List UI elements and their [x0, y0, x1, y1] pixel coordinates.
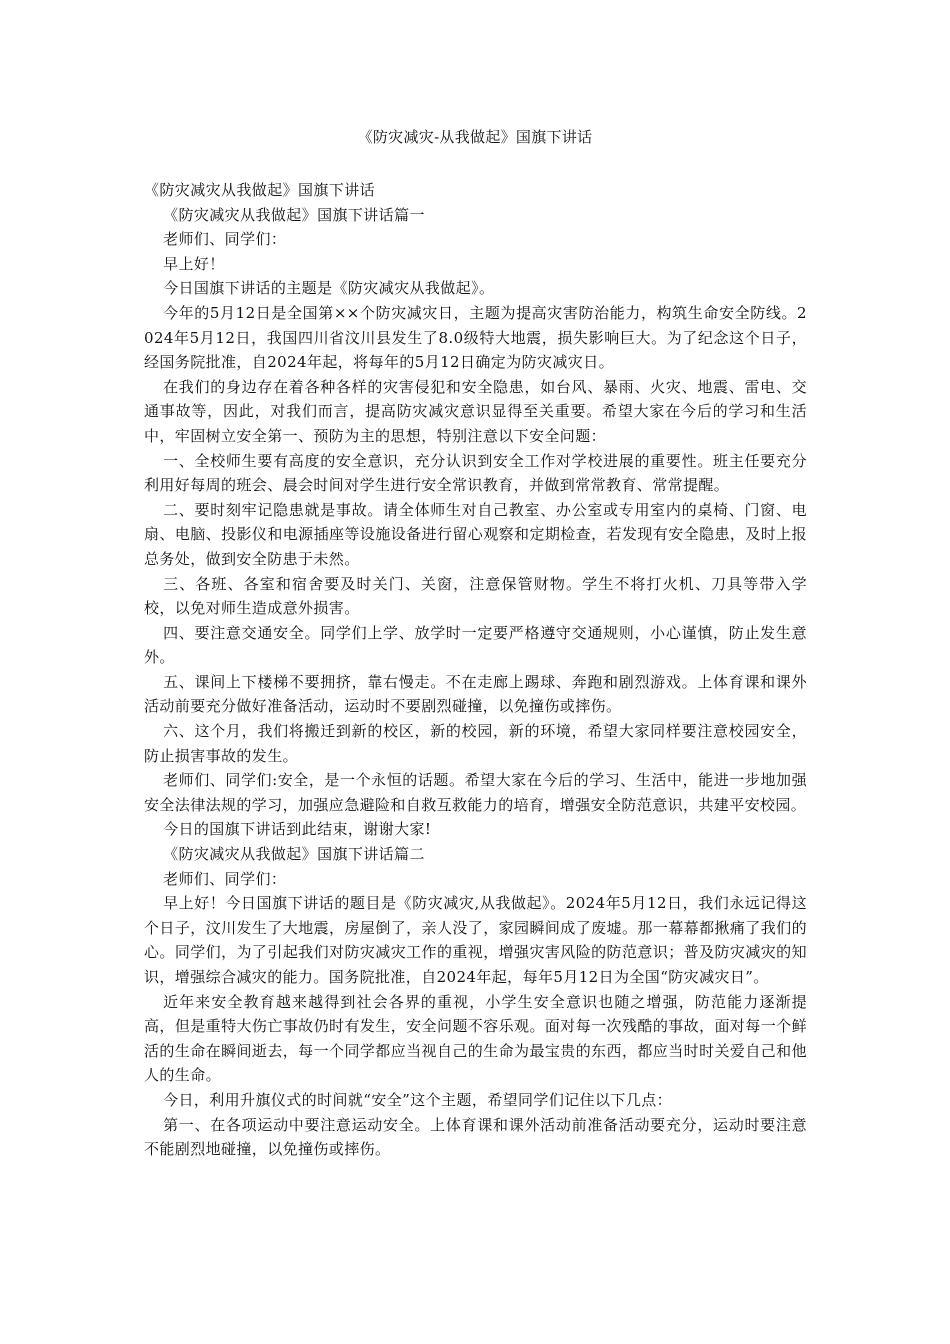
paragraph-intro-2: 早上好！今日国旗下讲话的题目是《防灾减灾,从我做起》。2024年5月12日，我们永远记得这个日子，汶川发生了大地震，房屋倒了，亲人没了，家园瞬间成了废墟。那一幕幕都揪痛了我们的心。同学们，为了引起我们对防灾减灾工作的重视，增强灾害风险的防范意识；普及防灾减灾的知识，增强综合减灾的能力。国务院批准，自2024年起，每年5月12日为全国“防灾减灾日”。 [144, 894, 807, 986]
paragraph-points-intro: 今日，利用升旗仪式的时间就“安全”这个主题，希望同学们记住以下几点： [163, 1090, 673, 1109]
paragraph-theme: 今日国旗下讲话的主题是《防灾减灾从我做起》。 [163, 279, 495, 298]
paragraph-point-5: 五、课间上下楼梯不要拥挤，靠右慢走。不在走廊上踢球、奔跑和剧烈游戏。上体育课和课外活动前要充分做好准备活动，运动时不要剧烈碰撞，以免撞伤或摔伤。 [144, 672, 807, 716]
paragraph-section-title-2: 《防灾减灾从我做起》国旗下讲话篇二 [163, 845, 425, 864]
paragraph-point-2: 二、要时刻牢记隐患就是事故。请全体师生对自己教室、办公室或专用室内的桌椅、门窗、电扇、电脑、投影仪和电源插座等设施设备进行留心观察和定期检查，若发现有安全隐患，及时上报总务处，做到安全防患于未然。 [144, 500, 807, 568]
paragraph-safety-education: 近年来安全教育越来越得到社会各界的重视，小学生安全意识也随之增强，防范能力逐渐提高，但是重特大伤亡事故仍时有发生，安全问题不容乐观。面对每一次残酷的事故，面对每一个鲜活的生命在瞬间逝去，每一个同学都应当视自己的生命为最宝贵的东西，都应当时时关爱自己和他人的生命。 [144, 992, 807, 1085]
paragraph-greeting: 老师们、同学们： [163, 230, 287, 249]
paragraph-heading: 《防灾减灾从我做起》国旗下讲话 [144, 181, 376, 199]
paragraph-thanks: 今日的国旗下讲话到此结束，谢谢大家! [163, 820, 432, 839]
paragraph-point-4: 四、要注意交通安全。同学们上学、放学时一定要严格遵守交通规则，小心谨慎，防止发生意外。 [144, 623, 807, 667]
paragraph-hazards: 在我们的身边存在着各种各样的灾害侵犯和安全隐患，如台风、暴雨、火灾、地震、雷电、交通事故等，因此，对我们而言，提高防灾减灾意识显得至关重要。希望大家在今后的学习和生活中，牢固树立安全第一、预防为主的思想，特别注意以下安全问题： [144, 377, 807, 445]
paragraph-point-3: 三、各班、各室和宿舍要及时关门、关窗，注意保管财物。学生不将打火机、刀具等带入学校，以免对师生造成意外损害。 [144, 574, 807, 618]
document-title: 《防灾减灾-从我做起》国旗下讲话 [357, 128, 593, 146]
paragraph-point-6: 六、这个月，我们将搬迁到新的校区，新的校园，新的环境，希望大家同样要注意校园安全，防止损害事故的发生。 [144, 722, 807, 765]
paragraph-disaster-day: 今年的5月12日是全国第××个防灾减灾日，主题为提高灾害防治能力，构筑生命安全防线。2024年5月12日，我国四川省汶川县发生了8.0级特大地震，损失影响巨大。为了纪念这个日子，经国务院批准，自2024年起，将每年的5月12日确定为防灾减灾日。 [144, 303, 807, 372]
paragraph-closing-remarks: 老师们、同学们:安全，是一个永恒的话题。希望大家在今后的学习、生活中，能进一步地加强安全法律法规的学习，加强应急避险和自救互救能力的培育，增强安全防范意识，共建平安校园。 [144, 771, 807, 814]
paragraph-good-morning: 早上好！ [163, 254, 225, 273]
paragraph-greeting-2: 老师们、同学们： [163, 869, 287, 888]
paragraph-section-title-1: 《防灾减灾从我做起》国旗下讲话篇一 [163, 205, 425, 224]
paragraph-point-1: 一、全校师生要有高度的安全意识，充分认识到安全工作对学校进展的重要性。班主任要充分利用好每周的班会、晨会时间对学生进行安全常识教育，并做到常常教育、常常提醒。 [144, 451, 807, 495]
document-body [144, 178, 807, 1162]
paragraph-first-point: 第一、在各项运动中要注意运动安全。上体育课和课外活动前准备活动要充分，运动时要注意不能剧烈地碰撞，以免撞伤或摔伤。 [144, 1115, 807, 1159]
